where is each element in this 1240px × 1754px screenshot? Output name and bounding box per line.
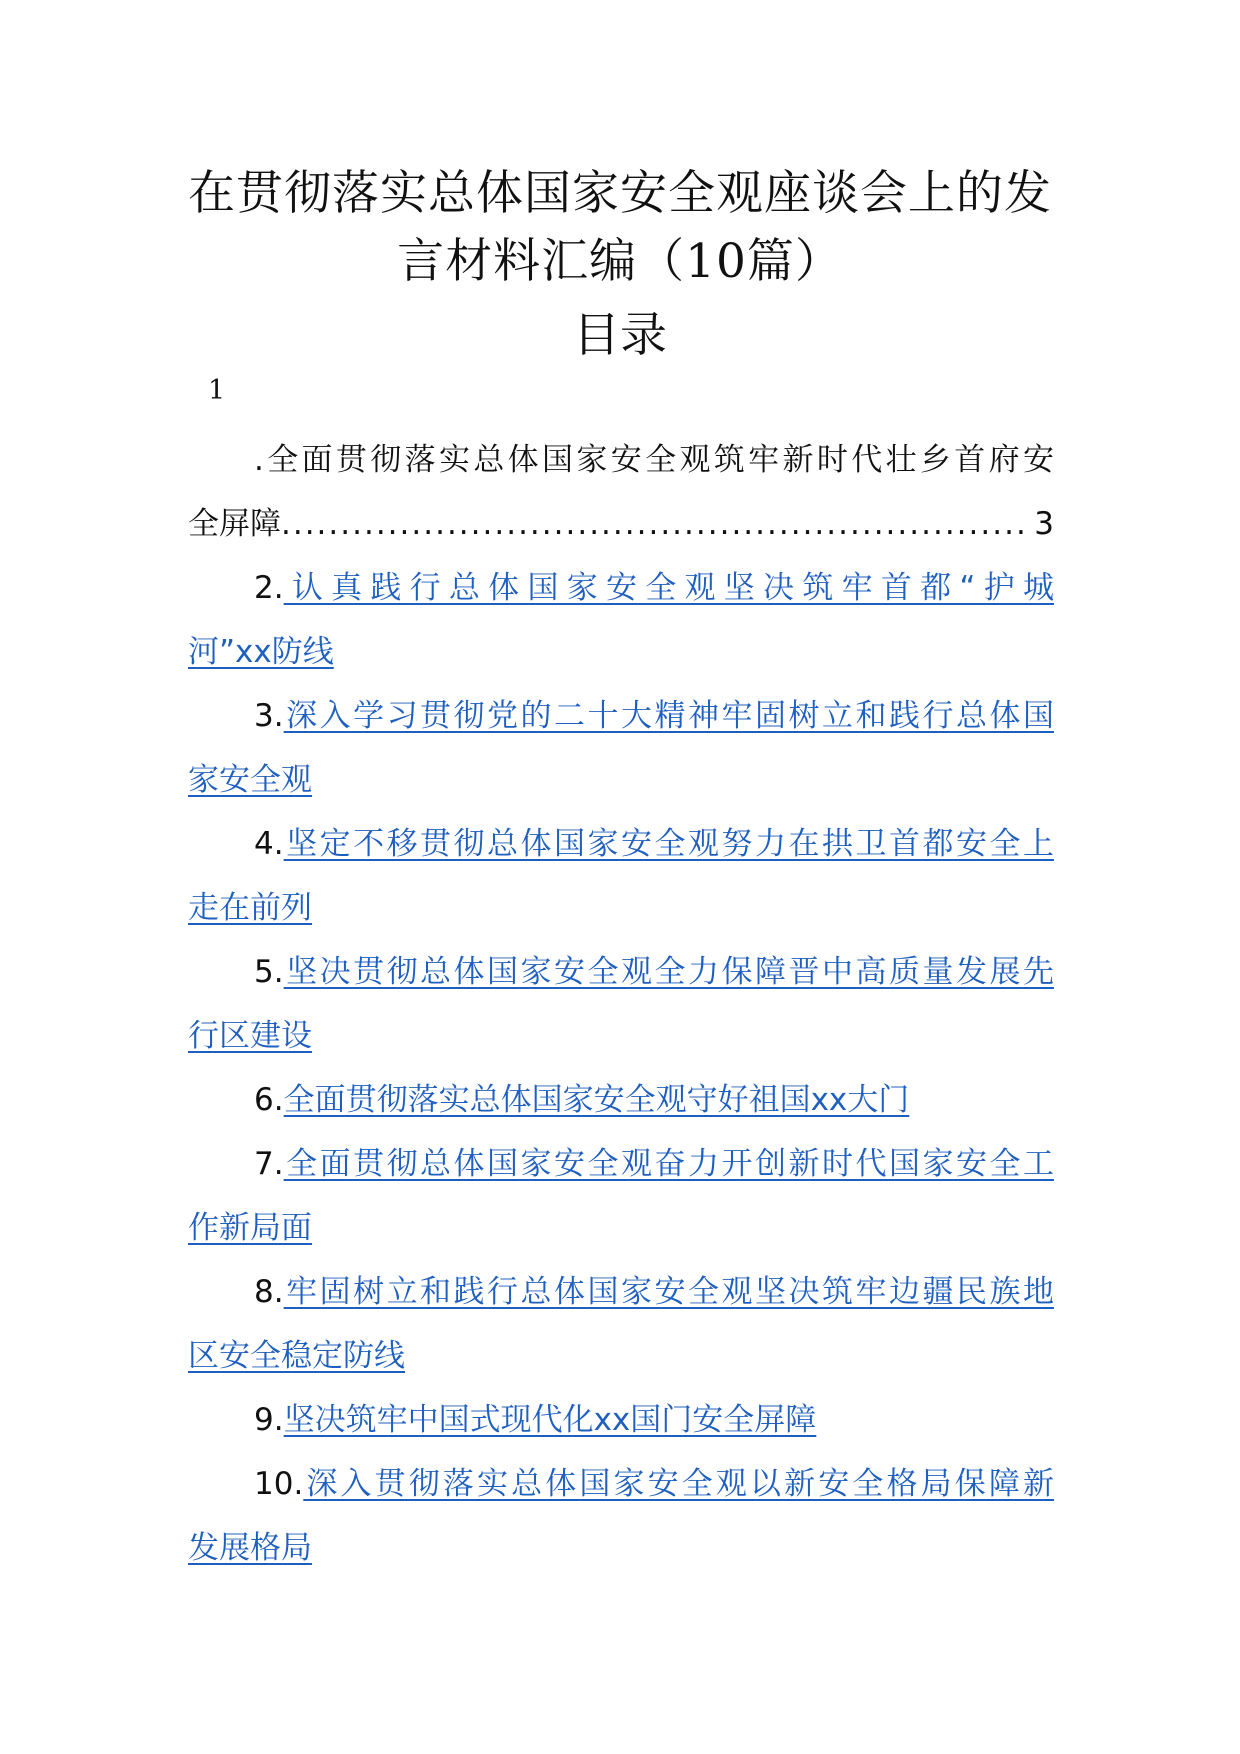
toc-entry-2-line-1 xyxy=(188,556,1054,620)
toc-entry-6-line-1 xyxy=(188,1068,1054,1132)
toc-entry-10-line-1 xyxy=(188,1452,1054,1516)
toc-entry-5-line-2 xyxy=(188,1004,1054,1068)
toc-link-6[interactable]: 全面贯彻落实总体国家安全观守好祖国xx大门 xyxy=(283,1082,910,1118)
toc-entry-9 xyxy=(188,1388,1054,1452)
toc-entry-7-line-2 xyxy=(188,1196,1054,1260)
toc-entry-9-number: 9. xyxy=(254,1402,284,1438)
title-line-1: 在贯彻落实总体国家安全观座谈会上的发 xyxy=(188,166,1052,221)
toc-entry-7-number: 7. xyxy=(254,1146,284,1182)
toc-entry-5 xyxy=(188,940,1054,1068)
toc-entry-10-line-2 xyxy=(188,1516,1054,1580)
toc-entry-8-line-2 xyxy=(188,1324,1054,1388)
title-line-2-end: 篇） xyxy=(746,234,843,289)
toc-entry-5-number: 5. xyxy=(254,954,284,990)
toc-link-3[interactable]: 深入学习贯彻党的二十大精神牢固树立和践行总体国 xyxy=(283,698,1054,734)
toc-entry-9-line-1 xyxy=(188,1388,1054,1452)
toc-entry-8-line-1 xyxy=(188,1260,1054,1324)
toc-entry-2-line-2 xyxy=(188,620,1054,684)
toc-entry-4-line-1 xyxy=(188,812,1054,876)
title-count: 10 xyxy=(685,234,747,289)
title-line-2-start: 言材料汇编（ xyxy=(397,234,686,289)
toc-entry-1-line-2 xyxy=(188,492,1054,556)
toc-entry-4 xyxy=(188,812,1054,940)
toc-entry-10-number: 10. xyxy=(254,1466,304,1502)
table-of-contents xyxy=(188,428,1054,1580)
toc-link-5-continued[interactable]: 行区建设 xyxy=(188,1018,312,1054)
toc-entry-8-number: 8. xyxy=(254,1274,284,1310)
toc-entry-6 xyxy=(188,1068,1054,1132)
toc-entry-10 xyxy=(188,1452,1054,1580)
toc-link-7-continued[interactable]: 作新局面 xyxy=(188,1210,312,1246)
toc-link-5[interactable]: 坚决贯彻总体国家安全观全力保障晋中高质量发展先 xyxy=(283,954,1054,990)
toc-link-2[interactable]: 认真践行总体国家安全观坚决筑牢首都“护城 xyxy=(283,570,1054,606)
toc-entry-1-line-2-text: 全屏障 xyxy=(188,506,281,542)
toc-entry-5-line-1 xyxy=(188,940,1054,1004)
toc-entry-3-line-1 xyxy=(188,684,1054,748)
stray-list-number: 1 xyxy=(208,375,226,406)
toc-entry-4-line-2 xyxy=(188,876,1054,940)
toc-entry-2-number: 2. xyxy=(254,570,284,606)
toc-entry-7 xyxy=(188,1132,1054,1260)
toc-entry-3 xyxy=(188,684,1054,812)
toc-entry-4-number: 4. xyxy=(254,826,284,862)
toc-entry-3-line-2 xyxy=(188,748,1054,812)
dot-leader: ............................................................... xyxy=(281,506,1028,542)
toc-entry-6-number: 6. xyxy=(254,1082,284,1118)
toc-link-8-continued[interactable]: 区安全稳定防线 xyxy=(188,1338,405,1374)
document-title xyxy=(150,160,1090,370)
toc-link-2-continued[interactable]: 河”xx防线 xyxy=(188,634,334,670)
toc-entry-3-number: 3. xyxy=(254,698,284,734)
toc-entry-1 xyxy=(188,428,1054,556)
toc-link-3-continued[interactable]: 家安全观 xyxy=(188,762,312,798)
toc-link-9[interactable]: 坚决筑牢中国式现代化xx国门安全屏障 xyxy=(283,1402,817,1438)
toc-entry-7-line-1 xyxy=(188,1132,1054,1196)
toc-entry-2 xyxy=(188,556,1054,684)
toc-link-10[interactable]: 深入贯彻落实总体国家安全观以新安全格局保障新 xyxy=(303,1466,1054,1502)
toc-entry-1-line-1: .全面贯彻落实总体国家安全观筑牢新时代壮乡首府安 xyxy=(254,442,1054,478)
title-line-2 xyxy=(150,228,1090,296)
toc-heading: 目录 xyxy=(573,308,667,363)
toc-link-4[interactable]: 坚定不移贯彻总体国家安全观努力在拱卫首都安全上 xyxy=(283,826,1054,862)
toc-entry-8 xyxy=(188,1260,1054,1388)
toc-link-10-continued[interactable]: 发展格局 xyxy=(188,1530,312,1566)
toc-link-4-continued[interactable]: 走在前列 xyxy=(188,890,312,926)
toc-entry-1-page-number: 3 xyxy=(1034,506,1054,542)
toc-link-7[interactable]: 全面贯彻总体国家安全观奋力开创新时代国家安全工 xyxy=(283,1146,1054,1182)
toc-link-8[interactable]: 牢固树立和践行总体国家安全观坚决筑牢边疆民族地 xyxy=(283,1274,1054,1310)
